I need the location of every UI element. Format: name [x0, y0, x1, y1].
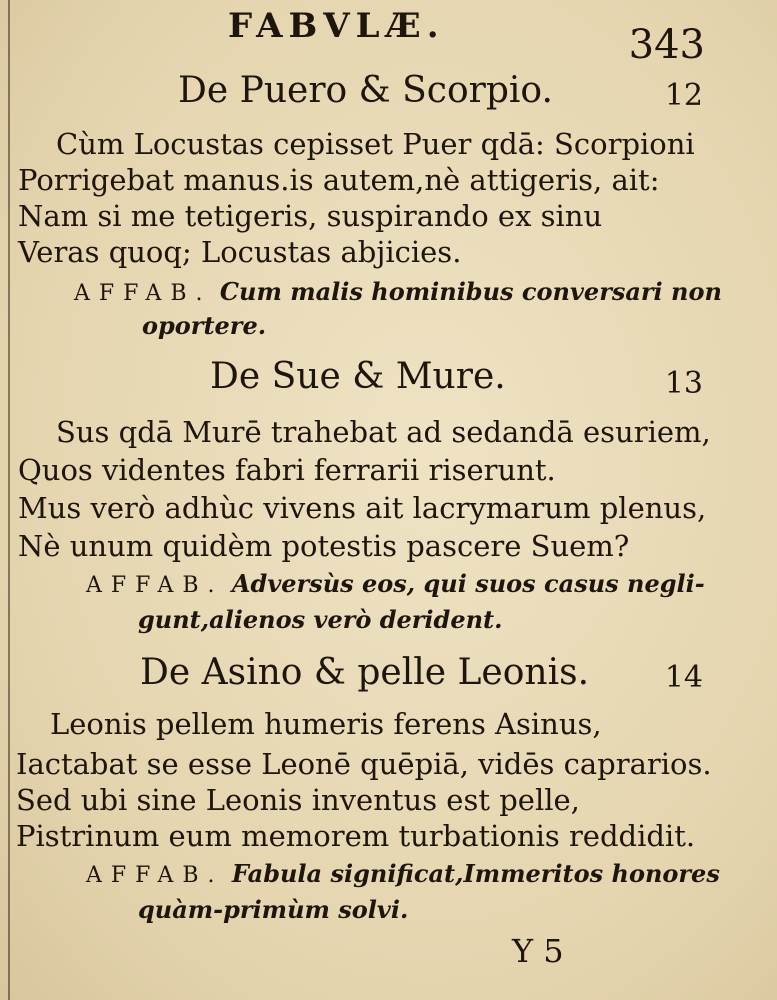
verse-line: Pistrinum eum memorem turbationis reddidit.: [16, 819, 696, 853]
running-head: FABVLÆ.: [228, 6, 445, 46]
moral-line: [74, 274, 722, 312]
verse-line: Quos videntes fabri ferrarii riserunt.: [18, 453, 556, 487]
moral-line: quàm-primùm solvi.: [138, 895, 409, 924]
fable-number: 13: [664, 366, 703, 401]
fable-number: 12: [664, 78, 703, 113]
moral-text: Adversùs eos, qui suos casus negli-: [231, 569, 705, 598]
moral-tag: AFFAB.: [86, 863, 224, 888]
moral-text: Fabula significat,Immeritos honores: [231, 859, 720, 888]
verse-line: Mus verò adhùc vivens ait lacrymarum plenus,: [18, 491, 707, 525]
verse-line: Veras quoq; Locustas abjicies.: [18, 235, 462, 269]
verse-line: Sus qdā Murē trahebat ad sedandā esuriem,: [56, 415, 711, 449]
moral-line: gunt,alienos verò derident.: [138, 605, 503, 634]
verse-line: Porrigebat manus.is autem,nè attigeris, ait:: [18, 163, 660, 197]
page-edge-rule: [8, 0, 10, 1000]
fable-title: De Asino & pelle Leonis.: [140, 652, 590, 693]
moral-line: [86, 566, 705, 604]
verse-line: Nam si me tetigeris, suspirando ex sinu: [18, 199, 603, 233]
moral-line: oportere.: [142, 311, 267, 340]
verse-line: Iactabat se esse Leonē quēpiā, vidēs caprarios.: [16, 747, 712, 781]
verse-line: Nè unum quidèm potestis pascere Suem?: [18, 529, 630, 563]
page-number: 343: [628, 22, 705, 68]
verse-line: Leonis pellem humeris ferens Asinus,: [50, 707, 602, 741]
verse-line: Sed ubi sine Leonis inventus est pelle,: [16, 783, 580, 817]
fable-number: 14: [664, 660, 703, 695]
moral-tag: AFFAB.: [74, 281, 212, 306]
signature-mark: Y 5: [512, 932, 564, 970]
moral-text: Cum malis hominibus conversari non: [219, 277, 722, 306]
fable-title: De Puero & Scorpio.: [178, 70, 553, 111]
moral-line: [86, 856, 720, 894]
moral-tag: AFFAB.: [86, 573, 224, 598]
fable-title: De Sue & Mure.: [210, 356, 506, 397]
verse-line: Cùm Locustas cepisset Puer qdā: Scorpioni: [56, 127, 695, 161]
